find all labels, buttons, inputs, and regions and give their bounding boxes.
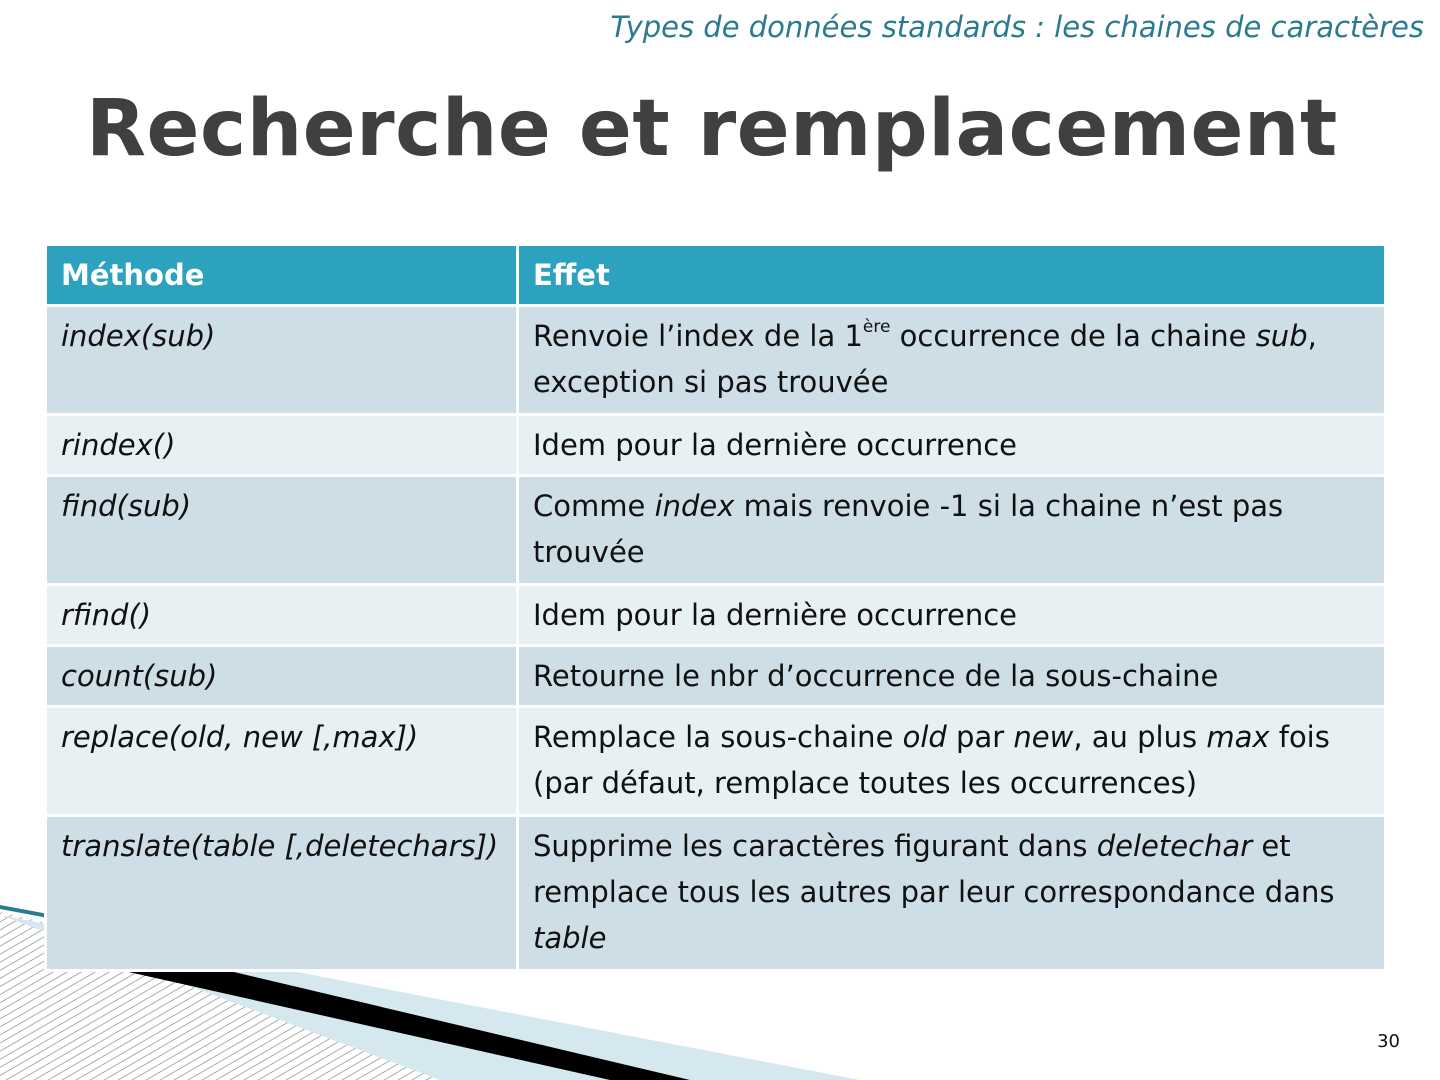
table-row: [46, 585, 1386, 646]
effect-text: par: [946, 720, 1014, 754]
effect-emphasis: table: [533, 921, 607, 955]
method-cell: rfind(): [46, 585, 518, 646]
effect-cell: [518, 816, 1386, 971]
table-row: [46, 476, 1386, 585]
effect-text: mais renvoie -1 si la chaine n’est pas trouvée: [533, 489, 1284, 569]
effect-cell: Idem pour la dernière occurrence: [518, 585, 1386, 646]
effect-text: Comme: [533, 489, 655, 523]
column-header-method: Méthode: [46, 245, 518, 306]
ordinal-superscript: ère: [862, 317, 891, 337]
table-row: [46, 816, 1386, 971]
effect-text: Renvoie l’index de la 1: [533, 319, 863, 353]
effect-emphasis: old: [902, 720, 947, 754]
method-cell: index(sub): [46, 306, 518, 415]
table-header-row: [46, 245, 1386, 306]
effect-emphasis: new: [1013, 720, 1074, 754]
effect-cell: Retourne le nbr d’occurrence de la sous-chaine: [518, 646, 1386, 707]
methods-table: [44, 243, 1387, 972]
effect-text: fois (par défaut, remplace toutes les occurrences): [533, 720, 1330, 800]
method-cell: translate(table [,deletechars]): [46, 816, 518, 971]
page-number: 30: [1377, 1031, 1400, 1052]
method-cell: rindex(): [46, 415, 518, 476]
effect-cell: [518, 476, 1386, 585]
method-cell: find(sub): [46, 476, 518, 585]
method-cell: count(sub): [46, 646, 518, 707]
table-row: [46, 707, 1386, 816]
effect-text: et remplace tous les autres par leur correspondance dans: [533, 829, 1335, 909]
effect-emphasis: deletechar: [1096, 829, 1253, 863]
effect-emphasis: max: [1206, 720, 1270, 754]
column-header-effect: Effet: [518, 245, 1386, 306]
table-row: [46, 306, 1386, 415]
table-row: [46, 646, 1386, 707]
effect-text: , exception si pas trouvée: [533, 319, 1317, 399]
effect-cell: [518, 306, 1386, 415]
effect-emphasis: index: [654, 489, 735, 523]
section-subtitle: Types de données standards : les chaines de caractères: [610, 10, 1424, 44]
effect-text: Remplace la sous-chaine: [533, 720, 903, 754]
effect-text: , au plus: [1073, 720, 1207, 754]
method-cell: replace(old, new [,max]): [46, 707, 518, 816]
effect-cell: [518, 707, 1386, 816]
effect-text: occurrence de la chaine: [890, 319, 1256, 353]
effect-emphasis: sub: [1255, 319, 1308, 353]
table-row: [46, 415, 1386, 476]
page-title: Recherche et remplacement: [86, 84, 1338, 174]
effect-cell: Idem pour la dernière occurrence: [518, 415, 1386, 476]
effect-text: Supprime les caractères figurant dans: [533, 829, 1097, 863]
